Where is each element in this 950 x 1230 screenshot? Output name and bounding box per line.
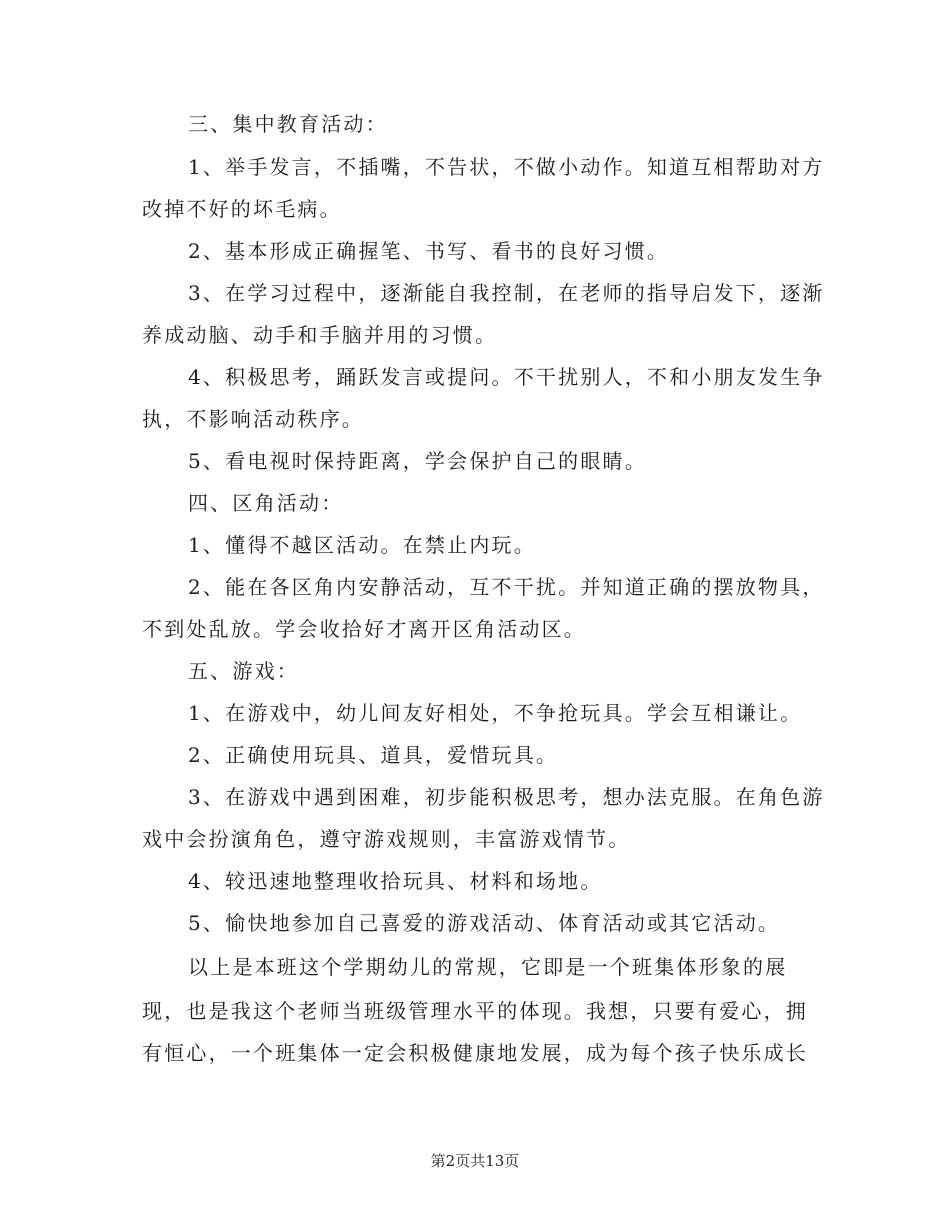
section-3-item-1-line-1: 1、举手发言，不插嘴，不告状，不做小动作。知道互相帮助对方 <box>188 155 825 179</box>
section-5-item-4: 4、较迅速地整理收拾玩具、材料和场地。 <box>188 869 603 893</box>
section-5-item-3-line-1: 3、在游戏中遇到困难，初步能积极思考，想办法克服。在角色游 <box>188 785 825 809</box>
closing-paragraph-line-2: 现，也是我这个老师当班级管理水平的体现。我想，只要有爱心，拥 <box>142 999 808 1023</box>
page-number-footer: 第2页共13页 <box>430 1152 520 1170</box>
section-3-item-3-line-2: 养成动脑、动手和手脑并用的习惯。 <box>142 323 498 347</box>
section-5-item-2: 2、正确使用玩具、道具，爱惜玩具。 <box>188 743 559 767</box>
section-5-item-3-line-2: 戏中会扮演角色，遵守游戏规则，丰富游戏情节。 <box>142 827 631 851</box>
closing-paragraph-line-3: 有恒心，一个班集体一定会积极健康地发展，成为每个孩子快乐成长 <box>142 1041 808 1065</box>
section-5-item-5: 5、愉快地参加自己喜爱的游戏活动、体育活动或其它活动。 <box>188 911 781 935</box>
section-3-item-3-line-1: 3、在学习过程中，逐渐能自我控制，在老师的指导启发下，逐渐 <box>188 281 825 305</box>
section-4-item-1: 1、懂得不越区活动。在禁止内玩。 <box>188 533 536 557</box>
section-3-item-1-line-2: 改掉不好的坏毛病。 <box>142 197 342 221</box>
section-4-item-2-line-2: 不到处乱放。学会收拾好才离开区角活动区。 <box>142 617 586 641</box>
section-3-item-2: 2、基本形成正确握笔、书写、看书的良好习惯。 <box>188 239 670 263</box>
section-3-item-4-line-2: 执，不影响活动秩序。 <box>142 407 364 431</box>
section-4-item-2-line-1: 2、能在各区角内安静活动，互不干扰。并知道正确的摆放物具， <box>188 575 825 599</box>
section-3-heading: 三、集中教育活动： <box>188 112 388 136</box>
closing-paragraph-line-1: 以上是本班这个学期幼儿的常规，它即是一个班集体形象的展 <box>188 955 788 979</box>
section-5-heading: 五、游戏： <box>188 659 299 683</box>
section-3-item-4-line-1: 4、积极思考，踊跃发言或提问。不干扰别人，不和小朋友发生争 <box>188 365 825 389</box>
section-3-item-5: 5、看电视时保持距离，学会保护自己的眼睛。 <box>188 449 647 473</box>
section-4-heading: 四、区角活动： <box>188 491 344 515</box>
section-5-item-1: 1、在游戏中，幼儿间友好相处，不争抢玩具。学会互相谦让。 <box>188 701 803 725</box>
